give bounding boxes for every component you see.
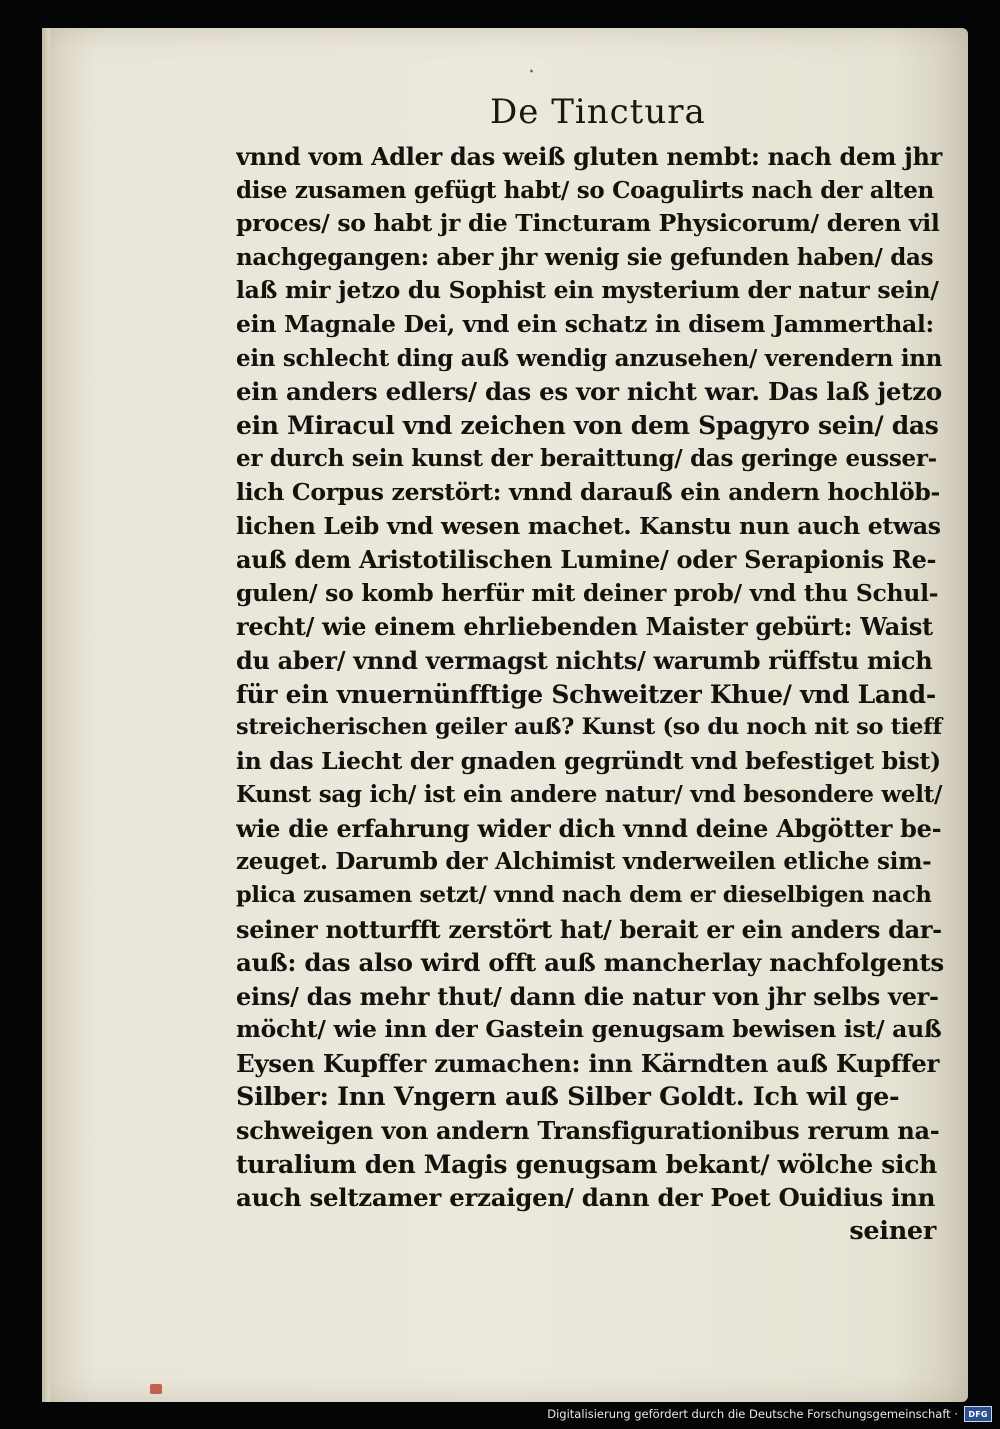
- text-line: wie die erfahrung wider dich vnnd deine Abgötter be-: [236, 813, 942, 843]
- running-head: De Tinctura: [490, 92, 706, 132]
- text-line: lichen Leib vnd wesen machet. Kanstu nun auch etwas: [236, 511, 941, 540]
- text-line: er durch sein kunst der beraittung/ das geringe eusser-: [236, 445, 937, 473]
- text-line: plica zusamen setzt/ vnnd nach dem er dieselbigen nach: [236, 882, 932, 909]
- catchword: seiner: [849, 1216, 936, 1246]
- text-line: für ein vnuernünfftige Schweitzer Khue/ vnd Land-: [236, 679, 936, 709]
- text-line: Silber: Inn Vngern auß Silber Goldt. Ich wil ge-: [236, 1081, 900, 1112]
- footer-credit: Digitalisierung gefördert durch die Deutsche Forschungsgemeinschaft ·: [547, 1407, 958, 1421]
- top-mark: ·: [528, 60, 535, 85]
- text-line: proces/ so habt jr die Tincturam Physicorum/ deren vil: [236, 209, 940, 238]
- body-text-block: [236, 140, 946, 1249]
- text-line: streicherischen geiler auß? Kunst (so du noch nit so tieff: [236, 714, 942, 741]
- text-line: seiner notturfft zerstört hat/ berait er ein anders dar-: [236, 914, 942, 944]
- dfg-logo-text: DFG: [968, 1409, 988, 1419]
- color-marker: [150, 1384, 162, 1394]
- text-line: auß: das also wird offt auß mancherlay nachfolgents: [236, 948, 944, 978]
- text-line: ein Magnale Dei, vnd ein schatz in disem Jammerthal:: [236, 309, 934, 338]
- text-line: in das Liecht der gnaden gegründt vnd befestiget bist): [236, 746, 941, 775]
- text-line: ein schlecht ding auß wendig anzusehen/ verendern inn: [236, 344, 943, 372]
- text-line: turalium den Magis genugsam bekant/ wölche sich: [236, 1149, 938, 1179]
- dfg-logo: [964, 1406, 992, 1422]
- text-line: laß mir jetzo du Sophist ein mysterium der natur sein/: [236, 276, 939, 305]
- page-binding-edge: [42, 28, 50, 1402]
- text-line: schweigen von andern Transfigurationibus rerum na-: [236, 1116, 940, 1146]
- text-line: du aber/ vnnd vermagst nichts/ warumb rüffstu mich: [236, 645, 933, 675]
- text-line: recht/ wie einem ehrliebenden Maister gebürt: Waist: [236, 612, 933, 642]
- text-line: ein anders edlers/ das es vor nicht war. Das laß jetzo: [236, 377, 942, 407]
- digitization-footer: [547, 1401, 992, 1427]
- text-line: möcht/ wie inn der Gastein genugsam bewisen ist/ auß: [236, 1015, 942, 1044]
- text-line: nachgegangen: aber jhr wenig sie gefunden haben/ das: [236, 243, 934, 271]
- text-line: auß dem Aristotilischen Lumine/ oder Serapionis Re-: [236, 545, 937, 575]
- text-line: vnnd vom Adler das weiß gluten nembt: nach dem jhr: [236, 142, 943, 171]
- text-line: ein Miracul vnd zeichen von dem Spagyro sein/ das: [236, 410, 939, 440]
- text-line: gulen/ so komb herfür mit deiner prob/ vnd thu Schul-: [236, 578, 939, 607]
- text-line: eins/ das mehr thut/ dann die natur von jhr selbs ver-: [236, 981, 939, 1011]
- text-line: Eysen Kupffer zumachen: inn Kärndten auß Kupffer: [236, 1049, 940, 1079]
- text-line: zeuget. Darumb der Alchimist vnderweilen etliche sim-: [236, 848, 932, 876]
- text-line: Kunst sag ich/ ist ein andere natur/ vnd besondere welt/: [236, 781, 943, 809]
- text-line: lich Corpus zerstört: vnnd darauß ein andern hochlöb-: [236, 477, 941, 506]
- text-line: auch seltzamer erzaigen/ dann der Poet Ouidius inn: [236, 1183, 936, 1213]
- text-line: dise zusamen gefügt habt/ so Coagulirts nach der alten: [236, 176, 934, 204]
